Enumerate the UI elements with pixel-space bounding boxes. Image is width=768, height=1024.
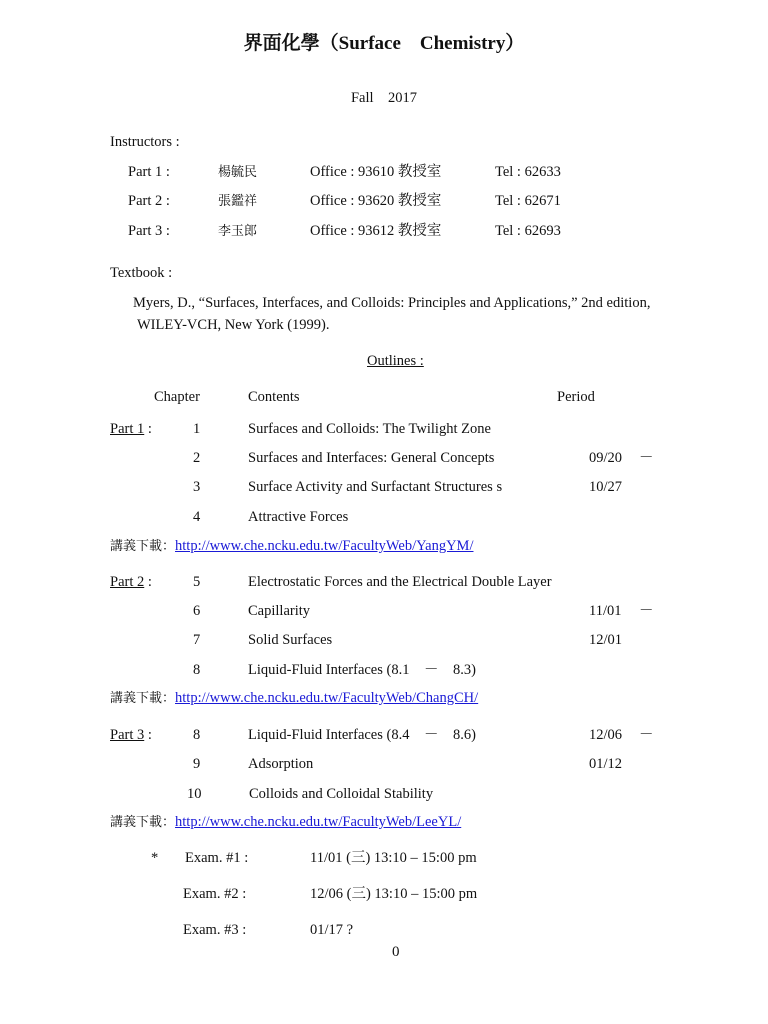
download-link-part-3[interactable]: http://www.che.ncku.edu.tw/FacultyWeb/LeeYL/ [175,814,462,830]
download-label: 講義下載： [110,691,176,706]
chapter-content: Adsorption [248,756,314,772]
instructor-part: Part 3 : [128,223,170,239]
chapter-number: 9 [193,756,201,772]
chapter-number: 1 [193,421,201,437]
chapter-content: Solid Surfaces [248,632,333,648]
chapter-number: 8 [193,662,201,678]
chapter-content: Surface Activity and Surfactant Structures s [248,479,503,495]
chapter-period: 11/01 [589,603,622,619]
download-line [110,691,478,706]
exam-label: Exam. #1 : [185,850,249,866]
instructor-name: 楊毓民 [218,165,258,180]
part-label-colon: : [144,727,152,743]
instructor-tel: Tel : 62693 [495,223,561,239]
instructors-heading: Instructors : [110,134,180,150]
part-label-text: Part 3 [110,727,145,743]
chapter-number: 6 [193,603,201,619]
exam-time: 11/01 (三) 13:10 – 15:00 pm [310,850,477,866]
exam-label: Exam. #3 : [183,922,247,938]
instructor-part: Part 2 : [128,193,170,209]
part-label [110,575,152,590]
instructor-office: Office : 93610 教授室 [310,164,442,180]
download-label: 講義下載： [110,539,176,554]
period-dash: － [639,603,654,619]
download-link-part-2[interactable]: http://www.che.ncku.edu.tw/FacultyWeb/ChangCH/ [175,690,479,706]
instructor-part: Part 1 : [128,164,170,180]
exam-marker: * [151,850,159,866]
chapter-content: Surfaces and Interfaces: General Concepts [248,450,495,466]
chapter-content: Colloids and Colloidal Stability [249,786,434,802]
page-title: 界面化學（Surface Chemistry） [243,33,525,54]
instructor-office: Office : 93612 教授室 [310,223,442,239]
chapter-number: 2 [193,450,201,466]
chapter-content: Capillarity [248,603,311,619]
column-header-contents: Contents [248,389,300,405]
textbook-line-1: Myers, D., “Surfaces, Interfaces, and Colloids: Principles and Applications,” 2nd edition, [133,295,651,311]
download-line [110,539,473,554]
column-header-period: Period [557,389,595,405]
instructor-name: 張鑑祥 [218,194,258,209]
textbook-heading: Textbook : [110,265,173,281]
chapter-content: Liquid-Fluid Interfaces (8.4 － 8.6) [248,727,476,743]
chapter-period: 12/06 [589,727,623,743]
part-label-text: Part 2 [110,574,145,590]
chapter-number: 5 [193,574,201,590]
period-dash: － [639,727,654,743]
chapter-content: Attractive Forces [248,509,349,525]
column-header-chapter: Chapter [154,389,200,405]
chapter-period: 10/27 [589,479,623,495]
chapter-content: Liquid-Fluid Interfaces (8.1 － 8.3) [248,662,476,678]
textbook-line-2: WILEY-VCH, New York (1999). [137,317,330,333]
exam-time: 12/06 (三) 13:10 – 15:00 pm [310,886,478,902]
period-dash: － [639,450,654,466]
chapter-period: 09/20 [589,450,623,466]
exam-label: Exam. #2 : [183,886,247,902]
chapter-number: 3 [193,479,201,495]
download-line [110,815,461,830]
exam-time: 01/17 ? [310,922,354,938]
part-label-text: Part 1 [110,421,145,437]
chapter-content: Surfaces and Colloids: The Twilight Zone [248,421,491,437]
chapter-content: Electrostatic Forces and the Electrical Double Layer [248,574,552,590]
part-label-colon: : [144,421,152,437]
chapter-period: 01/12 [589,756,623,772]
chapter-number: 7 [193,632,201,648]
part-label [110,422,152,437]
outlines-heading: Outlines : [367,353,424,369]
instructor-tel: Tel : 62633 [495,164,561,180]
part-label-colon: : [144,574,152,590]
chapter-number: 8 [193,727,201,743]
instructor-tel: Tel : 62671 [495,193,561,209]
instructor-name: 李玉郎 [218,224,258,239]
chapter-number: 10 [187,786,202,802]
download-label: 講義下載： [110,815,176,830]
chapter-period: 12/01 [589,632,623,648]
instructor-office: Office : 93620 教授室 [310,193,442,209]
part-label [110,728,152,743]
term: Fall 2017 [350,90,418,106]
download-link-part-1[interactable]: http://www.che.ncku.edu.tw/FacultyWeb/YangYM/ [175,538,474,554]
page-number: 0 [392,944,400,960]
chapter-number: 4 [193,509,201,525]
